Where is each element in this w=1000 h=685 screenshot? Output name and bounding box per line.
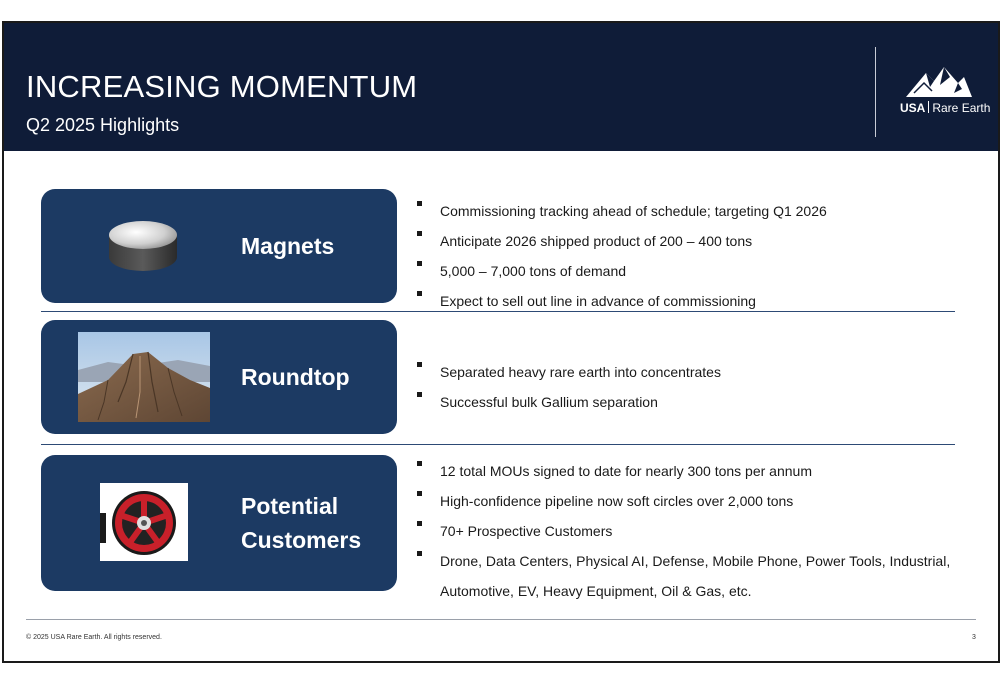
page-number: 3	[972, 634, 976, 641]
customers-card	[41, 455, 397, 591]
magnet-disc-image	[105, 215, 181, 284]
motor-image	[100, 483, 188, 566]
list-item: Separated heavy rare earth into concentrates	[414, 357, 721, 387]
list-item: 5,000 – 7,000 tons of demand	[414, 256, 827, 286]
customers-bullet-list	[414, 456, 954, 606]
customers-label-line1: Potential	[241, 493, 339, 519]
list-item: Successful bulk Gallium separation	[414, 387, 721, 417]
mountain-logo-icon	[904, 63, 974, 99]
logo-bold-text: USA	[900, 101, 926, 115]
list-item: Expect to sell out line in advance of commissioning	[414, 286, 827, 316]
magnets-card	[41, 189, 397, 303]
header-band	[4, 23, 998, 151]
list-item: Anticipate 2026 shipped product of 200 – 400 tons	[414, 226, 827, 256]
row-divider	[41, 444, 955, 445]
logo-rest-text: Rare Earth	[932, 101, 991, 115]
roundtop-label: Roundtop	[241, 364, 350, 390]
header-divider	[875, 47, 876, 137]
mountain-photo	[78, 332, 210, 427]
list-item: Drone, Data Centers, Physical AI, Defense, Mobile Phone, Power Tools, Industrial, Automotive, EV, Heavy Equipment, Oil & Gas, etc.	[414, 546, 954, 606]
magnets-label: Magnets	[241, 233, 335, 259]
page-subtitle: Q2 2025 Highlights	[26, 115, 180, 135]
roundtop-bullet-list	[414, 357, 721, 417]
slide	[2, 21, 1000, 663]
roundtop-card	[41, 320, 397, 434]
list-item: Commissioning tracking ahead of schedule; targeting Q1 2026	[414, 196, 827, 226]
logo-wordmark	[900, 101, 990, 115]
list-item: 12 total MOUs signed to date for nearly 300 tons per annum	[414, 456, 954, 486]
page-title: INCREASING MOMENTUM	[26, 69, 418, 104]
list-item: High-confidence pipeline now soft circles over 2,000 tons	[414, 486, 954, 516]
footer-copyright: © 2025 USA Rare Earth. All rights reserved.	[26, 634, 162, 641]
row-divider	[41, 311, 955, 312]
company-logo	[894, 63, 991, 123]
customers-label-line2: Customers	[241, 527, 362, 553]
magnets-bullet-list	[414, 196, 827, 316]
list-item: 70+ Prospective Customers	[414, 516, 954, 546]
footer-divider	[26, 619, 976, 620]
logo-separator	[928, 101, 929, 113]
